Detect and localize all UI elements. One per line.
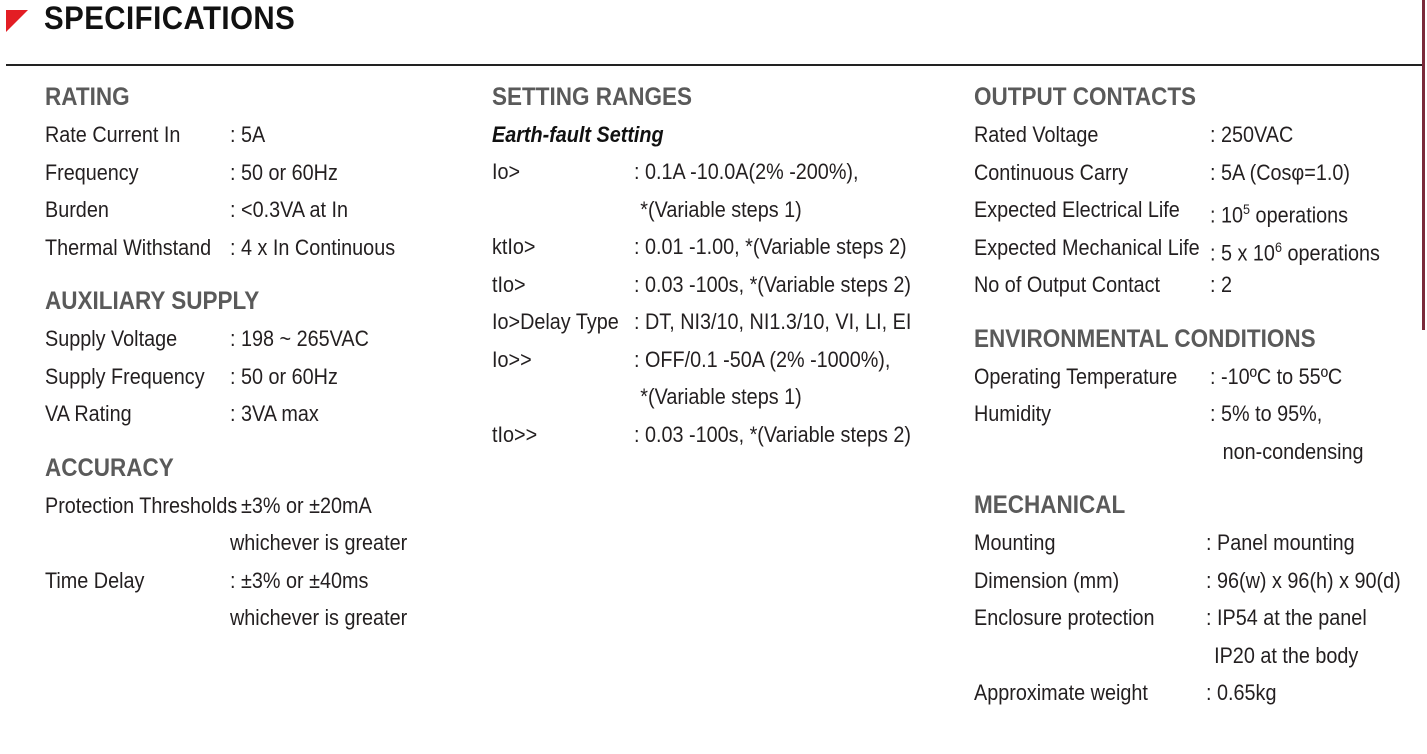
spec-value: : Panel mounting [1206,530,1355,555]
spec-value: : ±3% or ±40ms [230,567,369,593]
spec-row [45,229,465,267]
spec-label: Burden [45,197,109,222]
spec-value-group [230,562,427,637]
auxiliary-supply-section [45,282,465,433]
environmental-conditions-heading: ENVIRONMENTAL CONDITIONS [974,324,1316,353]
spec-row [45,562,465,637]
rating-section [45,78,465,266]
spec-label: Io>Delay Type [492,309,619,334]
value-prefix: : 10 [1210,202,1244,228]
spec-row [45,395,465,433]
spec-label: tIo> [492,271,526,297]
value-suffix: operations [1250,202,1349,228]
spec-label: Time Delay [45,567,145,593]
spec-value: : DT, NI3/10, NI1.3/10, VI, LI, EI [634,309,912,334]
setting-ranges-section [492,78,952,453]
spec-value: : IP54 at the panel [1206,605,1367,630]
spec-value: : 4 x In Continuous [230,234,396,260]
page-edge-line [1422,0,1425,330]
spec-value [1210,191,1348,229]
spec-row [974,395,1420,470]
spec-row [492,341,952,416]
spec-row [974,266,1420,304]
spec-value-continuation: IP20 at the body [1214,642,1359,668]
spec-label: Rated Voltage [974,122,1099,147]
spec-value: : 0.65kg [1206,680,1277,705]
auxiliary-supply-heading: AUXILIARY SUPPLY [45,287,260,315]
spec-value: : 50 or 60Hz [230,159,338,185]
spec-value-group [634,341,919,416]
column-left [45,78,465,653]
spec-row [974,229,1420,267]
spec-label: Thermal Withstand [45,234,212,260]
spec-value-group [634,153,883,228]
mechanical-section [974,486,1420,712]
spec-label: Enclosure protection [974,605,1155,630]
spec-label: Io> [492,159,521,184]
value-suffix: operations [1281,239,1380,265]
spec-value-continuation: whichever is greater [230,530,408,555]
spec-label: Humidity [974,401,1052,426]
spec-label: Io>> [492,346,532,372]
spec-value-group [1206,599,1385,674]
spec-row [492,228,952,266]
value-exponent: 6 [1274,238,1282,255]
spec-row [45,320,465,358]
output-contacts-heading: OUTPUT CONTACTS [974,83,1197,111]
spec-value: : 5A (Cosφ=1.0) [1210,159,1350,185]
spec-value: : 5A [230,122,266,147]
spec-value: : 0.03 -100s, *(Variable steps 2) [634,271,911,297]
spec-label: Frequency [45,159,139,185]
spec-label: tIo>> [492,421,538,447]
header-divider [6,64,1422,66]
spec-value-group [1210,395,1381,470]
spec-label: Expected Mechanical Life [974,234,1200,260]
spec-row [974,562,1420,600]
spec-row [492,153,952,228]
spec-label: Expected Electrical Life [974,197,1180,222]
page-title: SPECIFICATIONS [44,0,296,36]
spec-row [974,154,1420,192]
value-prefix: : 5 x 10 [1210,239,1275,265]
spec-label: Approximate weight [974,680,1148,705]
rating-heading: RATING [45,83,130,111]
spec-value-continuation: non-condensing [1222,438,1364,464]
spec-row [45,116,465,154]
setting-ranges-heading: SETTING RANGES [492,83,693,111]
spec-value: : ±3% or ±20mA [230,492,372,518]
spec-row [974,358,1420,396]
spec-row [45,358,465,396]
spec-value: : -10ºC to 55ºC [1210,363,1343,389]
spec-value-continuation: *(Variable steps 1) [640,196,802,222]
spec-row [974,116,1420,154]
spec-value: : 0.03 -100s, *(Variable steps 2) [634,421,911,447]
spec-row [974,524,1420,562]
spec-value: : 0.1A -10.0A(2% -200%), [634,159,859,184]
spec-label: ktIo> [492,234,536,259]
spec-row [45,154,465,192]
spec-label: Protection Thresholds [45,492,238,518]
spec-value: : 198 ~ 265VAC [230,326,369,351]
spec-label: Rate Current In [45,122,181,147]
spec-value: : OFF/0.1 -50A (2% -1000%), [634,346,891,372]
column-middle [492,78,952,469]
spec-row [492,416,952,454]
spec-value: : 5% to 95%, [1210,401,1323,426]
spec-value: : 96(w) x 96(h) x 90(d) [1206,567,1401,593]
environmental-conditions-section [974,320,1420,471]
accuracy-section [45,449,465,637]
spec-row [974,599,1420,674]
spec-value: : 50 or 60Hz [230,363,338,389]
spec-row [974,674,1420,712]
spec-label: Operating Temperature [974,363,1178,389]
spec-value [1210,229,1380,267]
column-right [974,78,1420,728]
spec-label: No of Output Contact [974,272,1161,297]
spec-value: : <0.3VA at In [230,197,348,222]
spec-label: Dimension (mm) [974,567,1120,593]
spec-value: : 0.01 -1.00, *(Variable steps 2) [634,234,907,259]
earth-fault-subheading: Earth-fault Setting [492,122,664,147]
value-exponent: 5 [1243,201,1251,217]
spec-label: VA Rating [45,401,132,426]
output-contacts-section [974,78,1420,304]
accuracy-heading: ACCURACY [45,453,174,482]
spec-value-group [230,487,427,562]
spec-value-continuation: *(Variable steps 1) [640,384,802,409]
spec-row [492,303,952,341]
spec-row [45,487,465,562]
spec-label: Mounting [974,530,1056,555]
spec-row [45,191,465,229]
spec-label: Continuous Carry [974,159,1129,185]
header-triangle-marker [6,10,28,32]
spec-value-continuation: whichever is greater [230,605,408,630]
spec-row [974,191,1420,229]
spec-value: : 3VA max [230,401,319,426]
spec-label: Supply Voltage [45,326,178,351]
spec-value: : 2 [1210,272,1233,297]
mechanical-heading: MECHANICAL [974,491,1126,519]
spec-label: Supply Frequency [45,363,205,389]
spec-value: : 250VAC [1210,122,1294,147]
spec-row [492,266,952,304]
